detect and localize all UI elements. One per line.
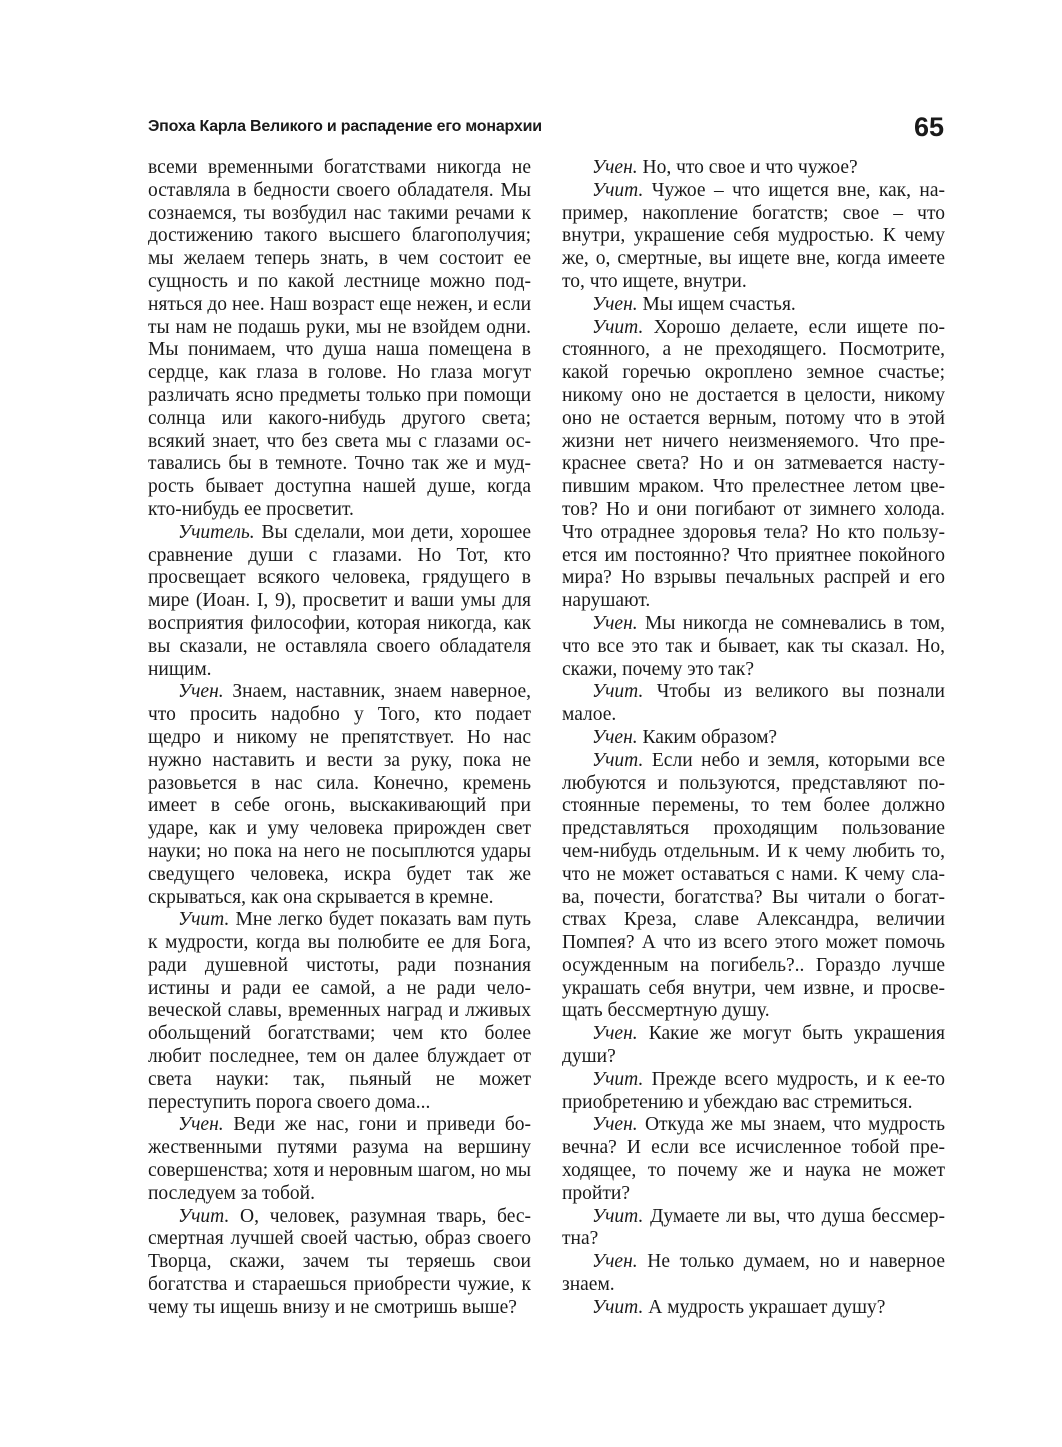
- speaker-label: Учен.: [592, 293, 638, 315]
- paragraph-text: Чужое – что ищется вне, как, например, накопление богатств; свое – что внутри, украшение себя мудростью. К чему же, о, смертные, вы ищете вне, когда имеете то, что ищете, внутри.: [562, 179, 945, 292]
- paragraph-text: А мудрость украшает душу?: [643, 1296, 886, 1318]
- dialogue-paragraph: [562, 727, 945, 750]
- paragraph-text: Мы ищем счастья.: [637, 293, 796, 315]
- dialogue-paragraph: [562, 681, 945, 727]
- dialogue-paragraph: [148, 681, 531, 909]
- dialogue-paragraph: [562, 1297, 945, 1320]
- paragraph-text: Чтобы из великого вы познали малое.: [562, 681, 945, 726]
- paragraph-text: Мне легко будет показать вам путь к мудрости, когда вы полюбите ее для Бога, ради душевной чистоты, ради познания истины и ради ее самой, а не ради человеческой славы, временных наград и лживых обольщений богатствами; чем кто более любит последнее, тем он далее блуждает от света науки: так, пьяный не может переступить порога своего дома...: [148, 909, 531, 1113]
- dialogue-paragraph: [562, 157, 945, 180]
- dialogue-paragraph: [148, 909, 531, 1114]
- paragraph-text: Мы никогда не сомневались в том, что все это так и бывает, как ты сказал. Но, скажи, почему это так?: [562, 612, 945, 680]
- dialogue-paragraph: [562, 613, 945, 681]
- page-number: 65: [913, 112, 944, 142]
- paragraph-text: Если небо и земля, которыми все любуются и пользуются, представляют постоянные перемены, то тем более должно представляться проходящим пользование чем-нибудь отдельным. И к чему любить то, что не может оставаться с нами. К чему слава, почести, богатства? Вы читали о богатствах Креза, славе Александра, величии Помпея? А что из всего этого может помочь осужденным на погибель?.. Гораздо лучше украшать себя внутри, чем извне, и просвещать бессмертную душу.: [562, 749, 945, 1022]
- dialogue-paragraph: [562, 1114, 945, 1205]
- dialogue-paragraph: [148, 1114, 531, 1205]
- paragraph-text: Какие же могут быть украшения души?: [562, 1023, 945, 1068]
- paragraph-text: О, человек, разумная тварь, бессмертная лучшей своей частью, образ своего Творца, скажи, зачем ты теряешь свои богатства и стараешься приобрести чужие, к чему ты ищешь внизу и не смотришь выше?: [148, 1205, 531, 1318]
- right-column: [562, 157, 945, 1320]
- speaker-label: Учен.: [592, 1114, 638, 1136]
- speaker-label: Учен.: [592, 1251, 638, 1273]
- left-column: [148, 157, 531, 1320]
- speaker-label: Учен.: [592, 157, 638, 178]
- paragraph-text: Думаете ли вы, что душа бессмертна?: [562, 1205, 945, 1250]
- speaker-label: Учен.: [178, 1114, 224, 1136]
- running-title: Эпоха Карла Великого и распадение его монархии: [148, 118, 542, 135]
- speaker-label: Учит.: [592, 1296, 644, 1318]
- speaker-label: Учит.: [592, 1068, 644, 1090]
- paragraph-text: всеми временными богатствами никогда не оставляла в бедности своего обладателя. Мы сознаемся, ты возбудил нас такими речами к достижению такого высшего благополучия; мы желаем теперь знать, в чем состоит ее сущность и по какой лестнице можно подняться до нее. Наш возраст еще нежен, и если ты нам не подашь руки, мы не взойдем одни. Мы понимаем, что душа наша помещена в сердце, как глаза в голове. Но глаза могут различать ясно предметы только при помощи солнца или какого-нибудь другого света; всякий знает, что без света мы с глазами оставались бы в темноте. Точно так же и мудрость бывает доступна нашей душе, когда кто-нибудь ее просветит.: [148, 157, 531, 520]
- dialogue-paragraph: [562, 317, 945, 613]
- paragraph-text: Не только думаем, но и наверное знаем.: [562, 1251, 945, 1296]
- dialogue-paragraph: [562, 750, 945, 1024]
- speaker-label: Учит.: [592, 316, 644, 338]
- speaker-label: Учен.: [178, 681, 224, 703]
- speaker-label: Учен.: [592, 726, 638, 748]
- speaker-label: Учит.: [178, 909, 230, 931]
- speaker-label: Учен.: [592, 1023, 638, 1045]
- speaker-label: Учен.: [592, 612, 638, 634]
- dialogue-paragraph: [562, 1069, 945, 1115]
- speaker-label: Учит.: [178, 1205, 230, 1227]
- paragraph-text: Хорошо делаете, если ищете постоянного, а не преходящего. Посмотрите, какой горечью окроплено земное счастье; никому оно не достается в целости, никому оно не остается верным, потому что в этой жизни нет ничего неизменяемого. Что прекраснее света? Но и он затмевается наступившим мраком. Что прелестнее летом цветов? Но и они погибают от зимнего холода. Что отраднее здоровья тела? Но кто пользуется им постоянно? Что приятнее покойного мира? Но взрывы печальных распрей и его нарушают.: [562, 316, 945, 612]
- paragraph-text: Но, что свое и что чужое?: [637, 157, 858, 178]
- paragraph-text: Веди же нас, гони и приведи божественными путями разума на вершину совершенства; хотя и неровным шагом, но мы последуем за тобой.: [148, 1114, 531, 1204]
- paragraph-text: Прежде всего мудрость, и к ее-то приобретению и убеждаю вас стремиться.: [562, 1068, 945, 1113]
- speaker-label: Учитель.: [178, 521, 255, 543]
- speaker-label: Учит.: [592, 749, 644, 771]
- speaker-label: Учит.: [592, 681, 644, 703]
- dialogue-paragraph: [562, 180, 945, 294]
- speaker-label: Учит.: [592, 179, 644, 201]
- paragraph-text: Каким образом?: [637, 726, 778, 748]
- dialogue-paragraph: [562, 1206, 945, 1252]
- paragraph-text: Откуда же мы знаем, что мудрость вечна? И если все исчисленное тобой преходящее, то почему же и наука не может пройти?: [562, 1114, 945, 1204]
- dialogue-paragraph: [148, 1206, 531, 1320]
- dialogue-paragraph: [562, 1251, 945, 1297]
- paragraph-text: Знаем, наставник, знаем наверное, что просить надобно у Того, кто подает щедро и никому не препятствует. Но нас нужно наставить и вести за руку, пока не разовьется в нас сила. Конечно, кремень имеет в себе огонь, выскакивающий при ударе, как и уму человека прирожден свет науки; но пока на него не посыплются удары сведущего человека, искра будет так же скрываться, как она скрывается в кремне.: [148, 681, 531, 908]
- dialogue-paragraph: [148, 157, 531, 522]
- running-head: [148, 112, 944, 146]
- dialogue-paragraph: [562, 294, 945, 317]
- dialogue-paragraph: [148, 522, 531, 682]
- dialogue-paragraph: [562, 1023, 945, 1069]
- paragraph-text: Вы сделали, мои дети, хорошее сравнение души с глазами. Но Тот, кто просвещает всякого человека, грядущего в мире (Иоан. I, 9), просветит и ваши умы для восприятия философии, которая никогда, как вы сказали, не оставляла своего обладателя нищим.: [148, 521, 531, 680]
- speaker-label: Учит.: [592, 1205, 644, 1227]
